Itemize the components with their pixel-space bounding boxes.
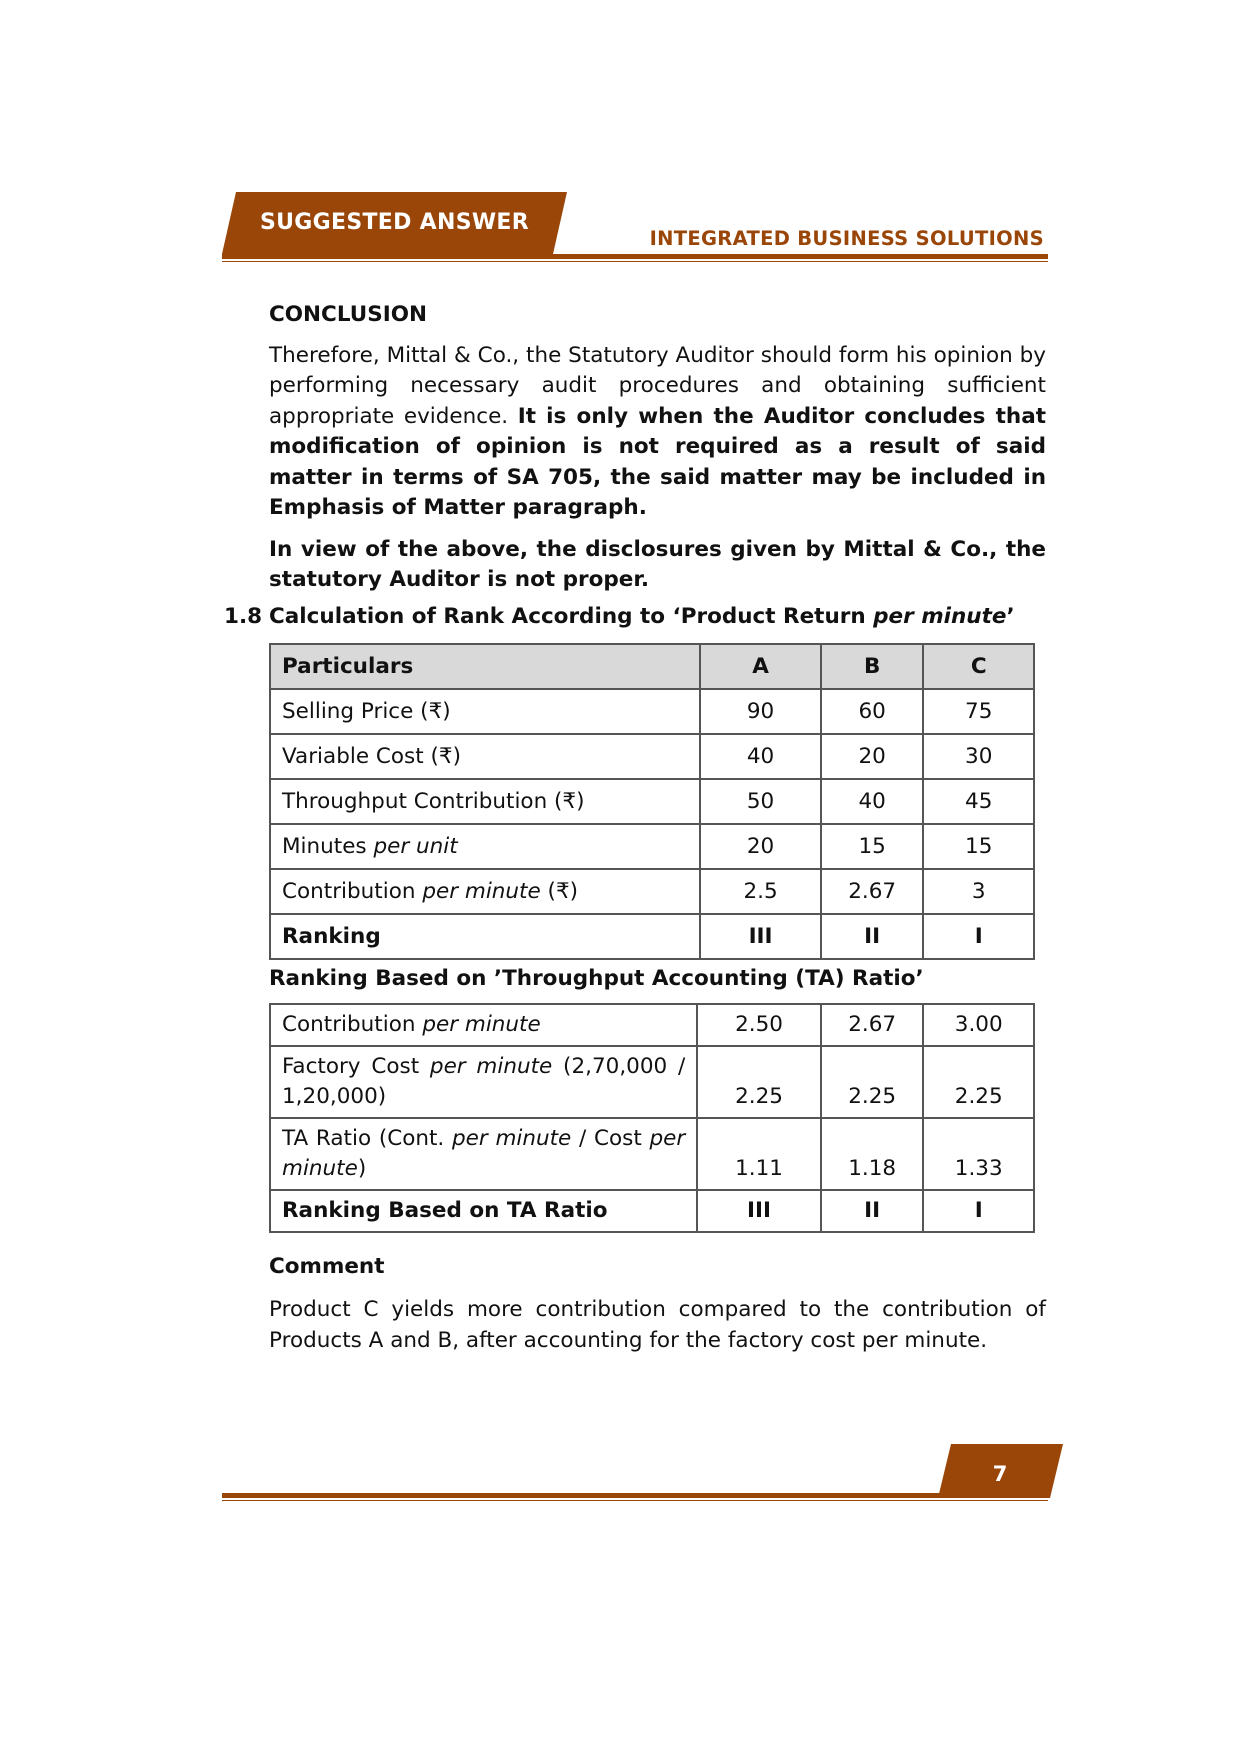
cell-value: 2.67	[821, 869, 924, 914]
cell-value: 3.00	[923, 1004, 1034, 1046]
header-cell-b: B	[821, 644, 924, 689]
row-label-italic: per minute	[452, 1126, 572, 1151]
table-row	[270, 869, 1034, 914]
row-label-text: Minutes	[282, 833, 374, 859]
question-title	[269, 604, 1015, 629]
row-label	[270, 1004, 697, 1046]
table-row	[270, 779, 1034, 824]
ta-ratio-table	[269, 1003, 1035, 1233]
cell-value: 40	[700, 734, 821, 779]
header-cell-particulars: Particulars	[270, 644, 700, 689]
cell-value: 2.5	[700, 869, 821, 914]
table-row	[270, 1004, 1034, 1046]
cell-value: 1.33	[923, 1118, 1034, 1190]
row-label-italic: per minute	[422, 878, 541, 904]
row-label	[270, 1118, 697, 1190]
row-label-text: Contribution	[282, 1012, 423, 1037]
conclusion-paragraph-2: In view of the above, the disclosures given by Mittal & Co., the statutory Auditor is not proper.	[269, 536, 1046, 592]
cell-value: 50	[700, 779, 821, 824]
conclusion-section	[269, 300, 1046, 607]
row-label-suffix: (₹)	[540, 878, 579, 904]
row-label-suffix: (2,70,000 / 1,20,000)	[282, 1054, 686, 1109]
row-label-italic: per minute	[282, 1126, 686, 1181]
ranking-label: Ranking	[270, 914, 700, 959]
cell-value: 2.25	[697, 1046, 821, 1118]
cell-value: 1.11	[697, 1118, 821, 1190]
table-header-row	[270, 644, 1034, 689]
row-label	[270, 734, 700, 779]
conclusion-para1-bold: It is only when the Auditor concludes that modification of opinion is not required as a result of said matter in terms of SA 705, the said matter may be included in Emphasis of Matter paragraph.	[269, 403, 1046, 520]
table-row	[270, 1118, 1034, 1190]
row-label-suffix: )	[357, 1156, 367, 1181]
cell-value: 90	[700, 689, 821, 734]
comment-heading: Comment	[269, 1254, 385, 1279]
row-label-italic: per unit	[373, 833, 458, 859]
header-title: INTEGRATED BUSINESS SOLUTIONS	[649, 227, 1044, 250]
cell-value: 30	[923, 734, 1034, 779]
row-label-text: Contribution	[282, 878, 423, 904]
comment-text: Product C yields more contribution compared to the contribution of Products A and B, after accounting for the factory cost per minute.	[269, 1297, 1046, 1353]
cell-value: 45	[923, 779, 1034, 824]
question-title-prefix: Calculation of Rank According to ‘Product Return	[269, 604, 874, 629]
row-label-italic: per minute	[422, 1012, 541, 1037]
row-label-mid: / Cost	[571, 1126, 650, 1151]
cell-value: 2.50	[697, 1004, 821, 1046]
row-label-text: TA Ratio (Cont.	[282, 1126, 452, 1151]
page-number: 7	[992, 1462, 1008, 1486]
cell-value: 2.25	[821, 1046, 924, 1118]
question-number: 1.8	[224, 604, 263, 629]
cell-value: 40	[821, 779, 924, 824]
ranking-row	[270, 1190, 1034, 1232]
row-label	[270, 869, 700, 914]
cell-value: 2.67	[821, 1004, 924, 1046]
question-title-italic: per minute	[873, 604, 1007, 629]
row-label	[270, 1046, 697, 1118]
cell-value: 75	[923, 689, 1034, 734]
cell-value: 15	[923, 824, 1034, 869]
question-title-suffix: ’	[1006, 604, 1015, 629]
header-rule	[222, 254, 1048, 262]
cell-value: 1.18	[821, 1118, 924, 1190]
row-label-text: Selling Price (₹)	[282, 698, 451, 724]
header-cell-c: C	[923, 644, 1034, 689]
ranking-value: I	[923, 1190, 1034, 1232]
table-row	[270, 1046, 1034, 1118]
cell-value: 2.25	[923, 1046, 1034, 1118]
row-label-text: Factory Cost	[282, 1054, 430, 1079]
row-label	[270, 824, 700, 869]
row-label-text: Variable Cost (₹)	[282, 743, 461, 769]
cell-value: 20	[821, 734, 924, 779]
conclusion-paragraph-1	[269, 341, 1046, 524]
ranking-value: I	[923, 914, 1034, 959]
row-label-text: Throughput Contribution (₹)	[282, 788, 585, 814]
ranking-label: Ranking Based on TA Ratio	[270, 1190, 697, 1232]
row-label	[270, 689, 700, 734]
ranking-value: III	[700, 914, 821, 959]
table-row	[270, 689, 1034, 734]
rank-table	[269, 643, 1035, 960]
footer-rule	[222, 1493, 1048, 1501]
ranking-value: II	[821, 1190, 924, 1232]
header-tab-label: SUGGESTED ANSWER	[260, 210, 529, 235]
table-row	[270, 734, 1034, 779]
cell-value: 20	[700, 824, 821, 869]
header-cell-a: A	[700, 644, 821, 689]
ranking-value: III	[697, 1190, 821, 1232]
ranking-value: II	[821, 914, 924, 959]
cell-value: 3	[923, 869, 1034, 914]
ta-ratio-heading: Ranking Based on ’Throughput Accounting (TA) Ratio’	[269, 966, 924, 991]
conclusion-heading: CONCLUSION	[269, 302, 427, 327]
ranking-row	[270, 914, 1034, 959]
row-label	[270, 779, 700, 824]
cell-value: 15	[821, 824, 924, 869]
table-row	[270, 824, 1034, 869]
cell-value: 60	[821, 689, 924, 734]
row-label-italic: per minute	[429, 1054, 553, 1079]
conclusion-para1-text: Therefore, Mittal & Co., the Statutory Auditor should form his opinion by performing necessary audit procedures and obtaining sufficient appropriate evidence.	[269, 342, 1046, 429]
